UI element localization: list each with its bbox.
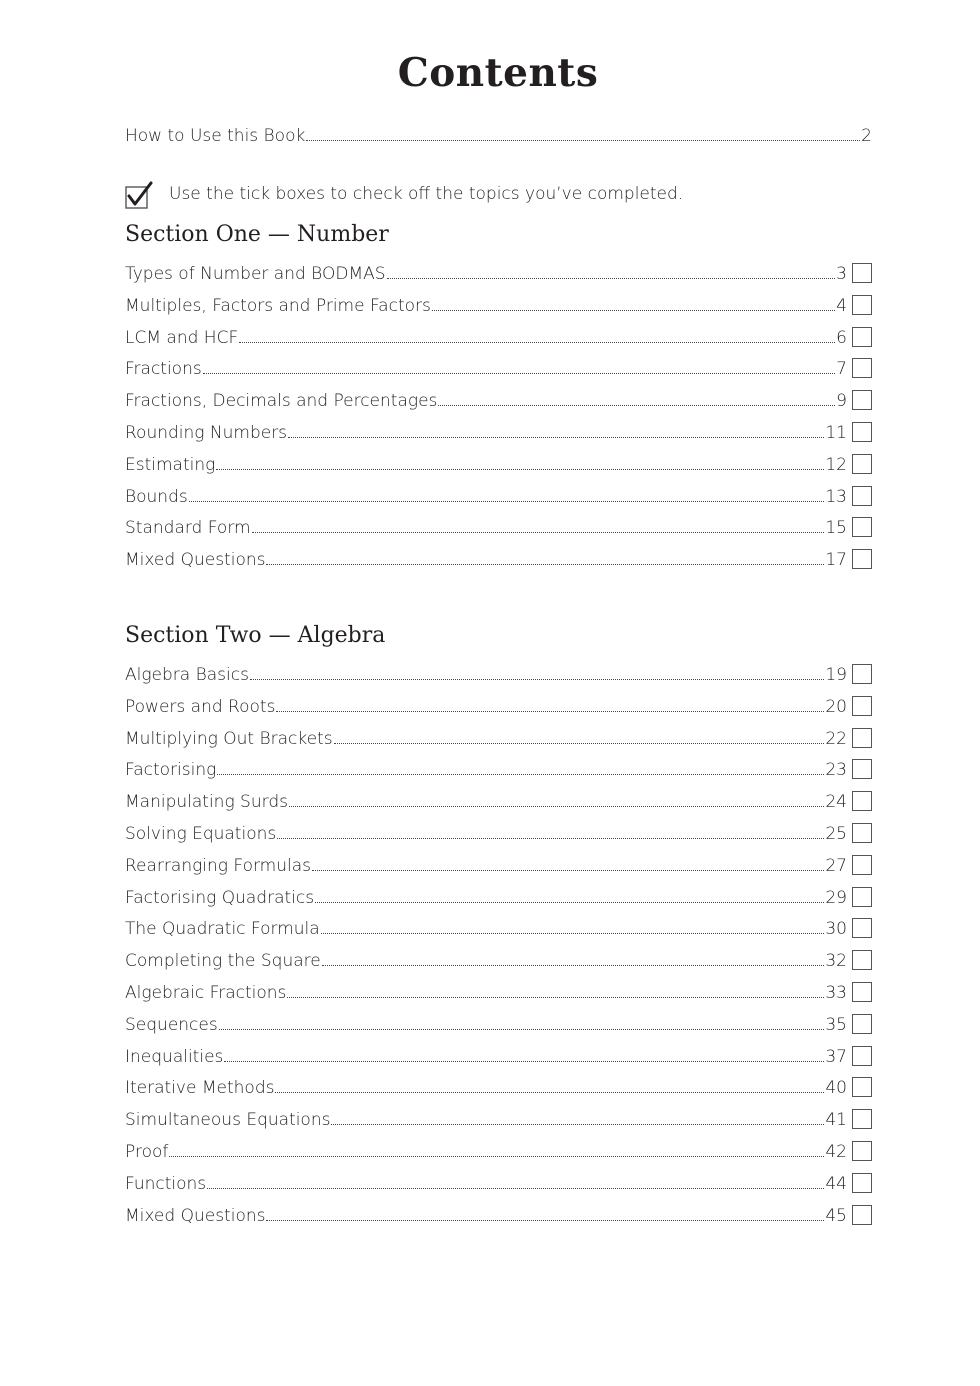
- tick-box[interactable]: [852, 327, 872, 347]
- toc-entry[interactable]: [125, 290, 872, 316]
- toc-entry[interactable]: [125, 1072, 872, 1098]
- toc-entry-page: 4: [836, 295, 847, 316]
- toc-entry-label: Simultaneous Equations: [125, 1110, 331, 1131]
- toc-entry-label: Rounding Numbers: [125, 423, 288, 443]
- dot-leader: [239, 342, 835, 343]
- toc-entry[interactable]: [125, 353, 872, 379]
- dot-leader: [189, 501, 825, 502]
- toc-entry[interactable]: [125, 258, 872, 284]
- dot-leader: [432, 310, 835, 311]
- tick-box[interactable]: [852, 982, 872, 1002]
- toc-entry[interactable]: [125, 786, 872, 812]
- tick-box[interactable]: [852, 1014, 872, 1034]
- toc-entry-page: 44: [825, 1173, 847, 1194]
- toc-entry-label: Manipulating Surds: [125, 792, 288, 813]
- toc-entry[interactable]: [125, 322, 872, 348]
- toc-entry-label: Algebraic Fractions: [125, 983, 287, 1003]
- toc-entry[interactable]: [125, 754, 872, 780]
- dot-leader: [288, 437, 824, 438]
- toc-entry-label: How to Use this Book: [125, 126, 306, 146]
- page-title: Contents: [397, 50, 599, 96]
- toc-entry-page: 9: [836, 391, 847, 412]
- instruction-text: Use the tick boxes to check off the topics you’ve completed.: [169, 184, 684, 204]
- dot-leader: [216, 469, 824, 470]
- dot-leader: [219, 1029, 825, 1030]
- dot-leader: [276, 711, 824, 712]
- dot-leader: [334, 743, 825, 744]
- toc-entry[interactable]: [125, 512, 872, 538]
- toc-entry-page: 35: [825, 1014, 847, 1035]
- toc-entry-label: Factorising Quadratics: [125, 887, 315, 908]
- toc-entry[interactable]: [125, 850, 872, 876]
- toc-entry-page: 37: [825, 1046, 847, 1067]
- toc-entry-page: 23: [825, 760, 847, 781]
- tick-box[interactable]: [852, 918, 872, 938]
- toc-entry-label: Rearranging Formulas: [125, 855, 311, 876]
- toc-entry-page: 7: [836, 359, 847, 380]
- toc-entry-label: Standard Form: [125, 518, 251, 539]
- tick-box[interactable]: [852, 1173, 872, 1193]
- tick-box[interactable]: [852, 1141, 872, 1161]
- toc-entry[interactable]: [125, 1041, 872, 1067]
- tick-box[interactable]: [852, 1109, 872, 1129]
- toc-entry-label: Powers and Roots: [125, 696, 276, 717]
- toc-entry[interactable]: [125, 945, 872, 971]
- tick-box[interactable]: [852, 855, 872, 875]
- toc-entry-label: Solving Equations: [125, 824, 277, 844]
- toc-entry-page: 3: [836, 264, 847, 284]
- toc-entry-label: Multiplying Out Brackets: [125, 728, 333, 749]
- toc-entry[interactable]: [125, 1168, 872, 1194]
- toc-entry-page: 13: [825, 486, 847, 507]
- tick-box[interactable]: [852, 454, 872, 474]
- toc-entry[interactable]: [125, 659, 872, 685]
- toc-entry-label: Mixed Questions: [125, 550, 266, 571]
- toc-entry[interactable]: [125, 913, 872, 939]
- toc-entry-page: 32: [825, 951, 847, 972]
- dot-leader: [275, 1092, 824, 1093]
- toc-entry[interactable]: [125, 1200, 872, 1226]
- tick-box[interactable]: [852, 1205, 872, 1225]
- dot-leader: [266, 1220, 824, 1221]
- toc-entry[interactable]: [125, 977, 872, 1003]
- dot-leader: [277, 838, 824, 839]
- tick-box[interactable]: [852, 887, 872, 907]
- dot-leader: [224, 1061, 824, 1062]
- toc-entry-page: 24: [825, 792, 847, 813]
- tick-box[interactable]: [852, 759, 872, 779]
- dot-leader: [252, 532, 825, 533]
- tick-box[interactable]: [852, 791, 872, 811]
- instruction-row: [125, 181, 683, 207]
- toc-entry-page: 30: [825, 919, 847, 940]
- toc-entry[interactable]: [125, 1104, 872, 1130]
- tick-box[interactable]: [852, 390, 872, 410]
- tick-box[interactable]: [852, 1046, 872, 1066]
- tick-box[interactable]: [852, 422, 872, 442]
- toc-entry-page: 20: [825, 696, 847, 717]
- toc-entry-label: Algebra Basics: [125, 665, 249, 685]
- tick-box[interactable]: [852, 295, 872, 315]
- tick-box[interactable]: [852, 728, 872, 748]
- toc-entry-page: 27: [825, 855, 847, 876]
- tick-box[interactable]: [852, 696, 872, 716]
- tick-box[interactable]: [852, 486, 872, 506]
- checkmark-icon: [125, 181, 151, 207]
- toc-entry[interactable]: [125, 449, 872, 475]
- dot-leader: [306, 140, 860, 141]
- toc-entry-page: 25: [825, 824, 847, 844]
- tick-box[interactable]: [852, 358, 872, 378]
- toc-entry[interactable]: [125, 1009, 872, 1035]
- toc-entry-label: Iterative Methods: [125, 1078, 275, 1099]
- dot-leader: [387, 278, 836, 279]
- dot-leader: [207, 1188, 824, 1189]
- toc-entry-page: 41: [825, 1110, 847, 1131]
- toc-entry-page: 12: [825, 454, 847, 475]
- toc-entry-label: Functions: [125, 1173, 207, 1194]
- toc-entry-label: Multiples, Factors and Prime Factors: [125, 295, 431, 316]
- toc-entry-label: Fractions: [125, 359, 202, 380]
- dot-leader: [438, 405, 835, 406]
- tick-box[interactable]: [852, 549, 872, 569]
- toc-entry-page: 22: [825, 728, 847, 749]
- toc-entry[interactable]: [125, 481, 872, 507]
- toc-entry-page: 17: [825, 550, 847, 571]
- toc-entry[interactable]: [125, 544, 872, 570]
- toc-entry-label: Factorising: [125, 760, 217, 781]
- toc-entry-page: 42: [825, 1142, 847, 1162]
- toc-entry-page: 29: [825, 887, 847, 908]
- dot-leader: [250, 679, 824, 680]
- dot-leader: [169, 1156, 824, 1157]
- dot-leader: [322, 965, 825, 966]
- toc-entry-how-to-use[interactable]: [125, 120, 872, 146]
- toc-entry-label: Fractions, Decimals and Percentages: [125, 391, 438, 412]
- toc-entry-label: LCM and HCF: [125, 327, 239, 348]
- toc-entry-label: Sequences: [125, 1014, 218, 1035]
- tick-box[interactable]: [852, 263, 872, 283]
- toc-entry[interactable]: [125, 818, 872, 844]
- toc-entry-label: Proof: [125, 1142, 169, 1162]
- toc-entry-page: 11: [825, 423, 847, 443]
- toc-entry-page: 6: [836, 327, 847, 348]
- tick-box[interactable]: [852, 823, 872, 843]
- tick-box[interactable]: [852, 950, 872, 970]
- toc-entry-label: Mixed Questions: [125, 1205, 266, 1226]
- toc-entry-page: 40: [825, 1078, 847, 1099]
- dot-leader: [321, 933, 825, 934]
- toc-entry-page: 33: [825, 983, 847, 1003]
- toc-entry[interactable]: [125, 1136, 872, 1162]
- toc-entry[interactable]: [125, 882, 872, 908]
- toc-entry-label: Bounds: [125, 486, 188, 507]
- dot-leader: [312, 870, 824, 871]
- tick-box[interactable]: [852, 664, 872, 684]
- dot-leader: [266, 564, 824, 565]
- section-heading-number: Section One — Number: [125, 222, 389, 247]
- toc-entry[interactable]: [125, 417, 872, 443]
- dot-leader: [217, 774, 824, 775]
- tick-box[interactable]: [852, 517, 872, 537]
- toc-entry-label: Completing the Square: [125, 951, 321, 972]
- toc-entry-label: Types of Number and BODMAS: [125, 264, 386, 284]
- toc-entry[interactable]: [125, 385, 872, 411]
- dot-leader: [289, 806, 824, 807]
- toc-entry-label: Estimating: [125, 454, 216, 475]
- toc-entry-page: 2: [861, 126, 872, 146]
- section-heading-algebra: Section Two — Algebra: [125, 623, 386, 648]
- toc-entry-page: 19: [825, 665, 847, 685]
- toc-entry-page: 45: [825, 1205, 847, 1226]
- dot-leader: [203, 373, 835, 374]
- toc-entry[interactable]: [125, 723, 872, 749]
- toc-entry-page: 15: [825, 518, 847, 539]
- dot-leader: [287, 997, 824, 998]
- toc-entry[interactable]: [125, 691, 872, 717]
- tick-box[interactable]: [852, 1077, 872, 1097]
- dot-leader: [315, 902, 824, 903]
- toc-entry-label: Inequalities: [125, 1046, 224, 1067]
- dot-leader: [331, 1124, 824, 1125]
- toc-entry-label: The Quadratic Formula: [125, 919, 320, 940]
